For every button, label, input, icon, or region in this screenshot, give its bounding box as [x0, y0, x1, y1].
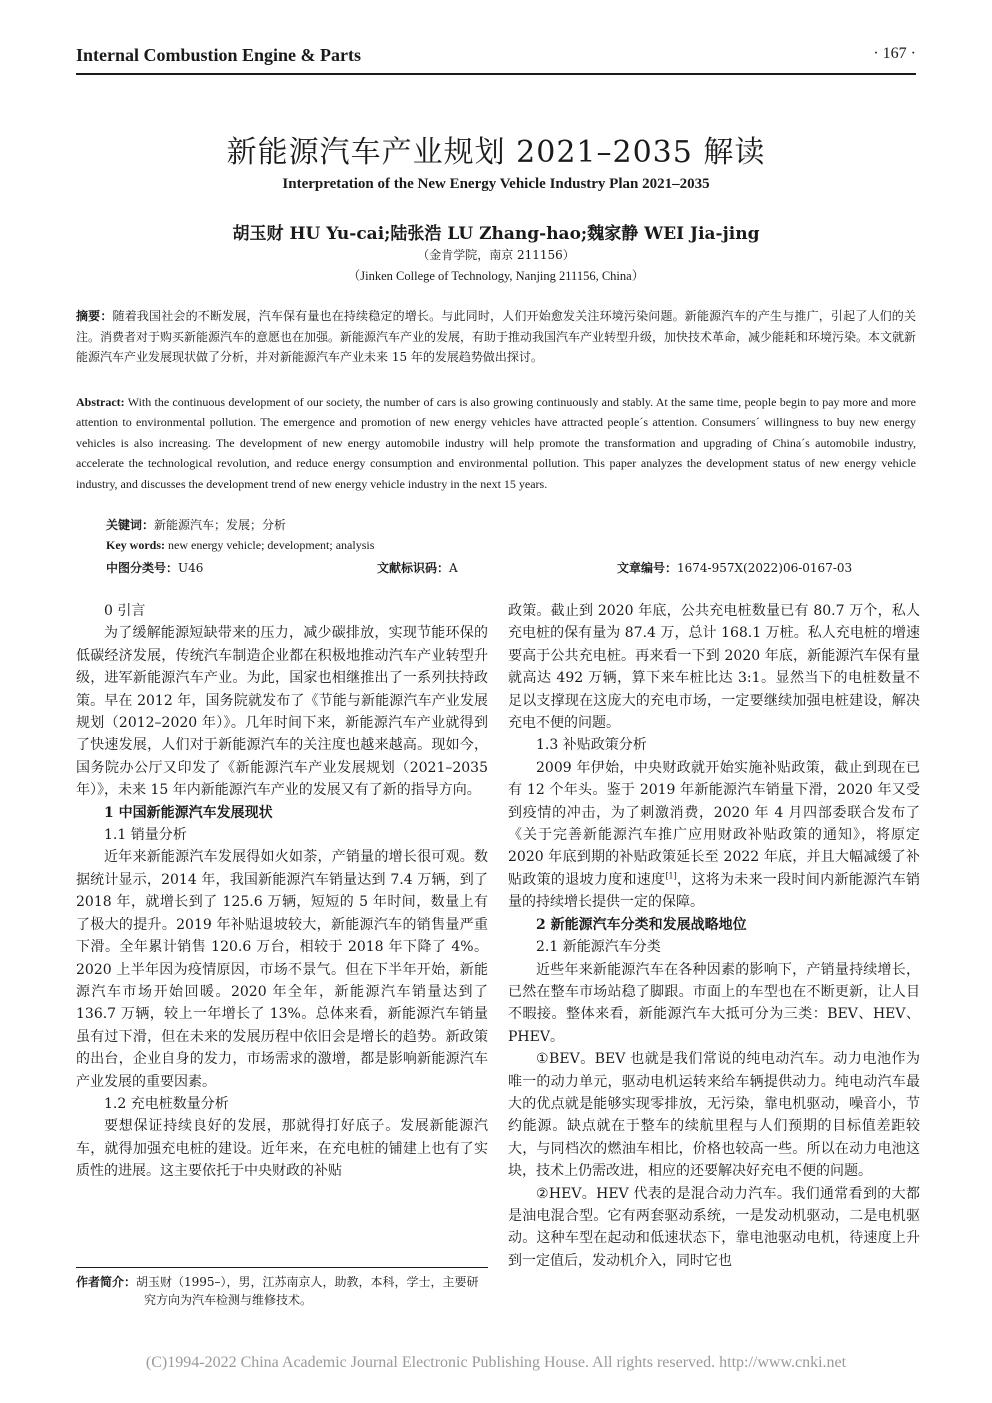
- paragraph-classification: 近些年来新能源汽车在各种因素的影响下，产销量持续增长，已然在整车市场站稳了脚跟。市面上的车型也在不断更新，让人目不暇接。整体来看，新能源汽车大抵可分为三类：BEV、HEV、PHEV。: [508, 961, 920, 1045]
- clc-label: 中图分类号：: [106, 561, 179, 575]
- article-number-label: 文章编号：: [617, 561, 678, 575]
- paragraph-charging-piles-continued: 政策。截止到 2020 年底，公共充电桩数量已有 80.7 万个，私人充电桩的保有量为 87.4 万，总计 168.1 万桩。私人充电桩的增速要高于公共充电桩。再来看一下到 2020 年底，新能源汽车保有量就高达 492 万辆，算下来车桩比达 3:1。显然当下的电桩数量不足以支撑现在这庞大的充电市场，一定要继续加强电桩建设，解决充电不便的问题。: [508, 603, 920, 732]
- abstract-english: [76, 392, 916, 494]
- subsection-heading-1-1: 1.1 销量分析: [104, 827, 187, 844]
- left-column: [76, 600, 488, 1183]
- keywords-english: [106, 538, 374, 553]
- abstract-chinese: [76, 306, 916, 368]
- paragraph-subsidy-part1: 2009 年伊始，中央财政就开始实施补贴政策，截止到现在已有 12 个年头。鉴于 2019 年新能源汽车销量下滑，2020 年又受到疫情的冲击，为了刺激消费，2020 年 4 月四部委联合发布了《关于完善新能源汽车推广应用财政补贴政策的通知》，将原定 2020 年底到期的补贴政策延长至 2022 年底，并且大幅减缓了补贴政策的退坡力度和速度: [508, 759, 920, 888]
- paragraph-sales: 近年来新能源汽车发展得如火如荼，产销量的增长很可观。数据统计显示，2014 年，我国新能源汽车销量达到 7.4 万辆，到了 2018 年，就增长到了 125.6 万辆，短短的 5 年时间，数量上有了极大的提升。2019 年补贴退坡较大，新能源汽车的销售量严重下滑。全年累计销售 120.6 万台，相较于 2018 年下降了 4%。2020 上半年因为疫情原因，市场不景气。但在下半年开始，新能源汽车市场开始回暖。2020 年全年，新能源汽车销量达到了 136.7 万辆，较上一年增长了 13%。总体来看，新能源汽车销量虽有过下滑，但在未来的发展历程中依旧会是增长的趋势。新政策的出台，企业自身的发力，市场需求的激增，都是影响新能源汽车产业发展的重要因素。: [76, 849, 488, 1090]
- clc-value: U46: [178, 561, 204, 575]
- section-heading-1: 1 中国新能源汽车发展现状: [104, 804, 273, 821]
- paragraph-charging-piles: 要想保证持续良好的发展，那就得打好底子。发展新能源汽车，就得加强充电桩的建设。近年来，在充电桩的铺建上也有了实质性的进展。这主要依托于中央财政的补贴: [76, 1118, 488, 1180]
- section-heading-2: 2 新能源汽车分类和发展战略地位: [536, 916, 747, 933]
- running-head: [76, 45, 916, 67]
- document-code: [377, 559, 458, 576]
- affiliation-english: （Jinken College of Technology, Nanjing 211156, China）: [347, 269, 645, 283]
- document-code-value: A: [449, 561, 458, 575]
- right-column: [508, 600, 920, 1272]
- paragraph-hev: ②HEV。HEV 代表的是混合动力汽车。我们通常看到的大都是油电混合型。它有两套驱动系统，一是发动机驱动，二是电机驱动。这种车型在起动和低速状态下，靠电池驱动电机，待速度上升到一定值后，发动机介入，同时它也: [508, 1185, 920, 1269]
- abstract-english-text: With the continuous development of our society, the number of cars is also growing continuously and stably. At the same time, people begin to pay more and more attention to environmental pollution. The emergence and promotion of new energy vehicles have attracted people´s attention. Consumers´ willingness to buy new energy vehicles is also increasing. The development of new energy automobile industry will help promote the transformation and upgrading of China´s automobile industry, accelerate the technological revolution, and reduce energy consumption and environmental pollution. This paper analyzes the development status of new energy vehicle industry, and discusses the development trend of new energy vehicle industry in the next 15 years.: [76, 395, 916, 491]
- footnote-text: 胡玉财（1995–），男，江苏南京人，助教，本科，学士，主要研究方向为汽车检测与维修技术。: [136, 1275, 479, 1307]
- copyright-watermark: (C)1994-2022 China Academic Journal Electronic Publishing House. All rights reserved. http://www.cnki.net: [145, 1354, 847, 1371]
- header-rule: [76, 73, 916, 75]
- paragraph-bev: ①BEV。BEV 也就是我们常说的纯电动汽车。动力电池作为唯一的动力单元，驱动电机运转来给车辆提供动力。纯电动汽车最大的优点就是能够实现零排放，无污染，靠电机驱动，噪音小，节约能源。缺点就在于整车的续航里程与人们预期的目标值差距较大，与同档次的燃油车相比，价格也较高一些。所以在动力电池这块，技术上仍需改进，相应的还要解决好充电不便的问题。: [508, 1051, 920, 1180]
- keywords-chinese: [106, 516, 286, 533]
- page-number: · 167 ·: [873, 45, 916, 62]
- subsection-heading-2-1: 2.1 新能源汽车分类: [536, 939, 661, 956]
- author-footnote: [76, 1273, 488, 1309]
- paragraph-subsidy: [508, 757, 920, 914]
- paragraph-subsidy-part2: ，这将为未来一段时间内新能源汽车销量的持续增长提供一定的保障。: [508, 871, 921, 911]
- keywords-chinese-label: 关键词：: [106, 518, 155, 532]
- citation-ref-1: [1]: [665, 871, 677, 881]
- keywords-english-text: new energy vehicle; development; analysis: [168, 538, 375, 552]
- author-list: 胡玉财 HU Yu-cai;陆张浩 LU Zhang-hao;魏家静 WEI Jia-jing: [232, 224, 760, 244]
- paragraph-intro: 为了缓解能源短缺带来的压力，减少碳排放，实现节能环保的低碳经济发展，传统汽车制造企业都在积极地推动汽车产业转型升级，进军新能源汽车产业。为此，国家也相继推出了一系列扶持政策。早在 2012 年，国务院就发布了《节能与新能源汽车产业发展规划（2012–2020 年）》。几年时间下来，新能源汽车产业就得到了快速发展，人们对于新能源汽车的关注度也越来越高。现如今，国务院办公厅又印发了《新能源汽车产业发展规划（2021–2035 年）》，未来 15 年内新能源汽车产业的发展又有了新的指导方向。: [76, 625, 488, 799]
- footnote-label: 作者简介：: [76, 1275, 137, 1289]
- abstract-chinese-text: 随着我国社会的不断发展，汽车保有量也在持续稳定的增长。与此同时，人们开始愈发关注环境污染问题。新能源汽车的产生与推广，引起了人们的关注。消费者对于购买新能源汽车的意愿也在加强。新能源汽车产业的发展，有助于推动我国汽车产业转型升级，加快技术革命，减少能耗和环境污染。本文就新能源汽车产业发展现状做了分析，并对新能源汽车产业未来 15 年的发展趋势做出探讨。: [76, 309, 917, 364]
- clc-number: [106, 559, 203, 576]
- affiliation-chinese: （金肯学院，南京 211156）: [417, 248, 575, 262]
- abstract-english-label: Abstract:: [76, 395, 125, 409]
- abstract-chinese-label: 摘要：: [76, 309, 113, 323]
- subsection-heading-1-2: 1.2 充电桩数量分析: [104, 1095, 229, 1112]
- keywords-chinese-text: 新能源汽车；发展；分析: [154, 518, 287, 532]
- subsection-heading-1-3: 1.3 补贴政策分析: [536, 737, 647, 754]
- article-number-value: 1674-957X(2022)06-0167-03: [677, 561, 853, 575]
- journal-name: Internal Combustion Engine & Parts: [76, 45, 362, 65]
- article-title: 新能源汽车产业规划 2021–2035 解读: [226, 135, 766, 170]
- section-heading-intro: 0 引言: [104, 603, 146, 619]
- article-number: [617, 559, 852, 576]
- article-subtitle: Interpretation of the New Energy Vehicle Industry Plan 2021–2035: [282, 176, 710, 192]
- document-code-label: 文献标识码：: [377, 561, 450, 575]
- keywords-english-label: Key words:: [106, 538, 165, 552]
- footnote-rule: [76, 1267, 488, 1268]
